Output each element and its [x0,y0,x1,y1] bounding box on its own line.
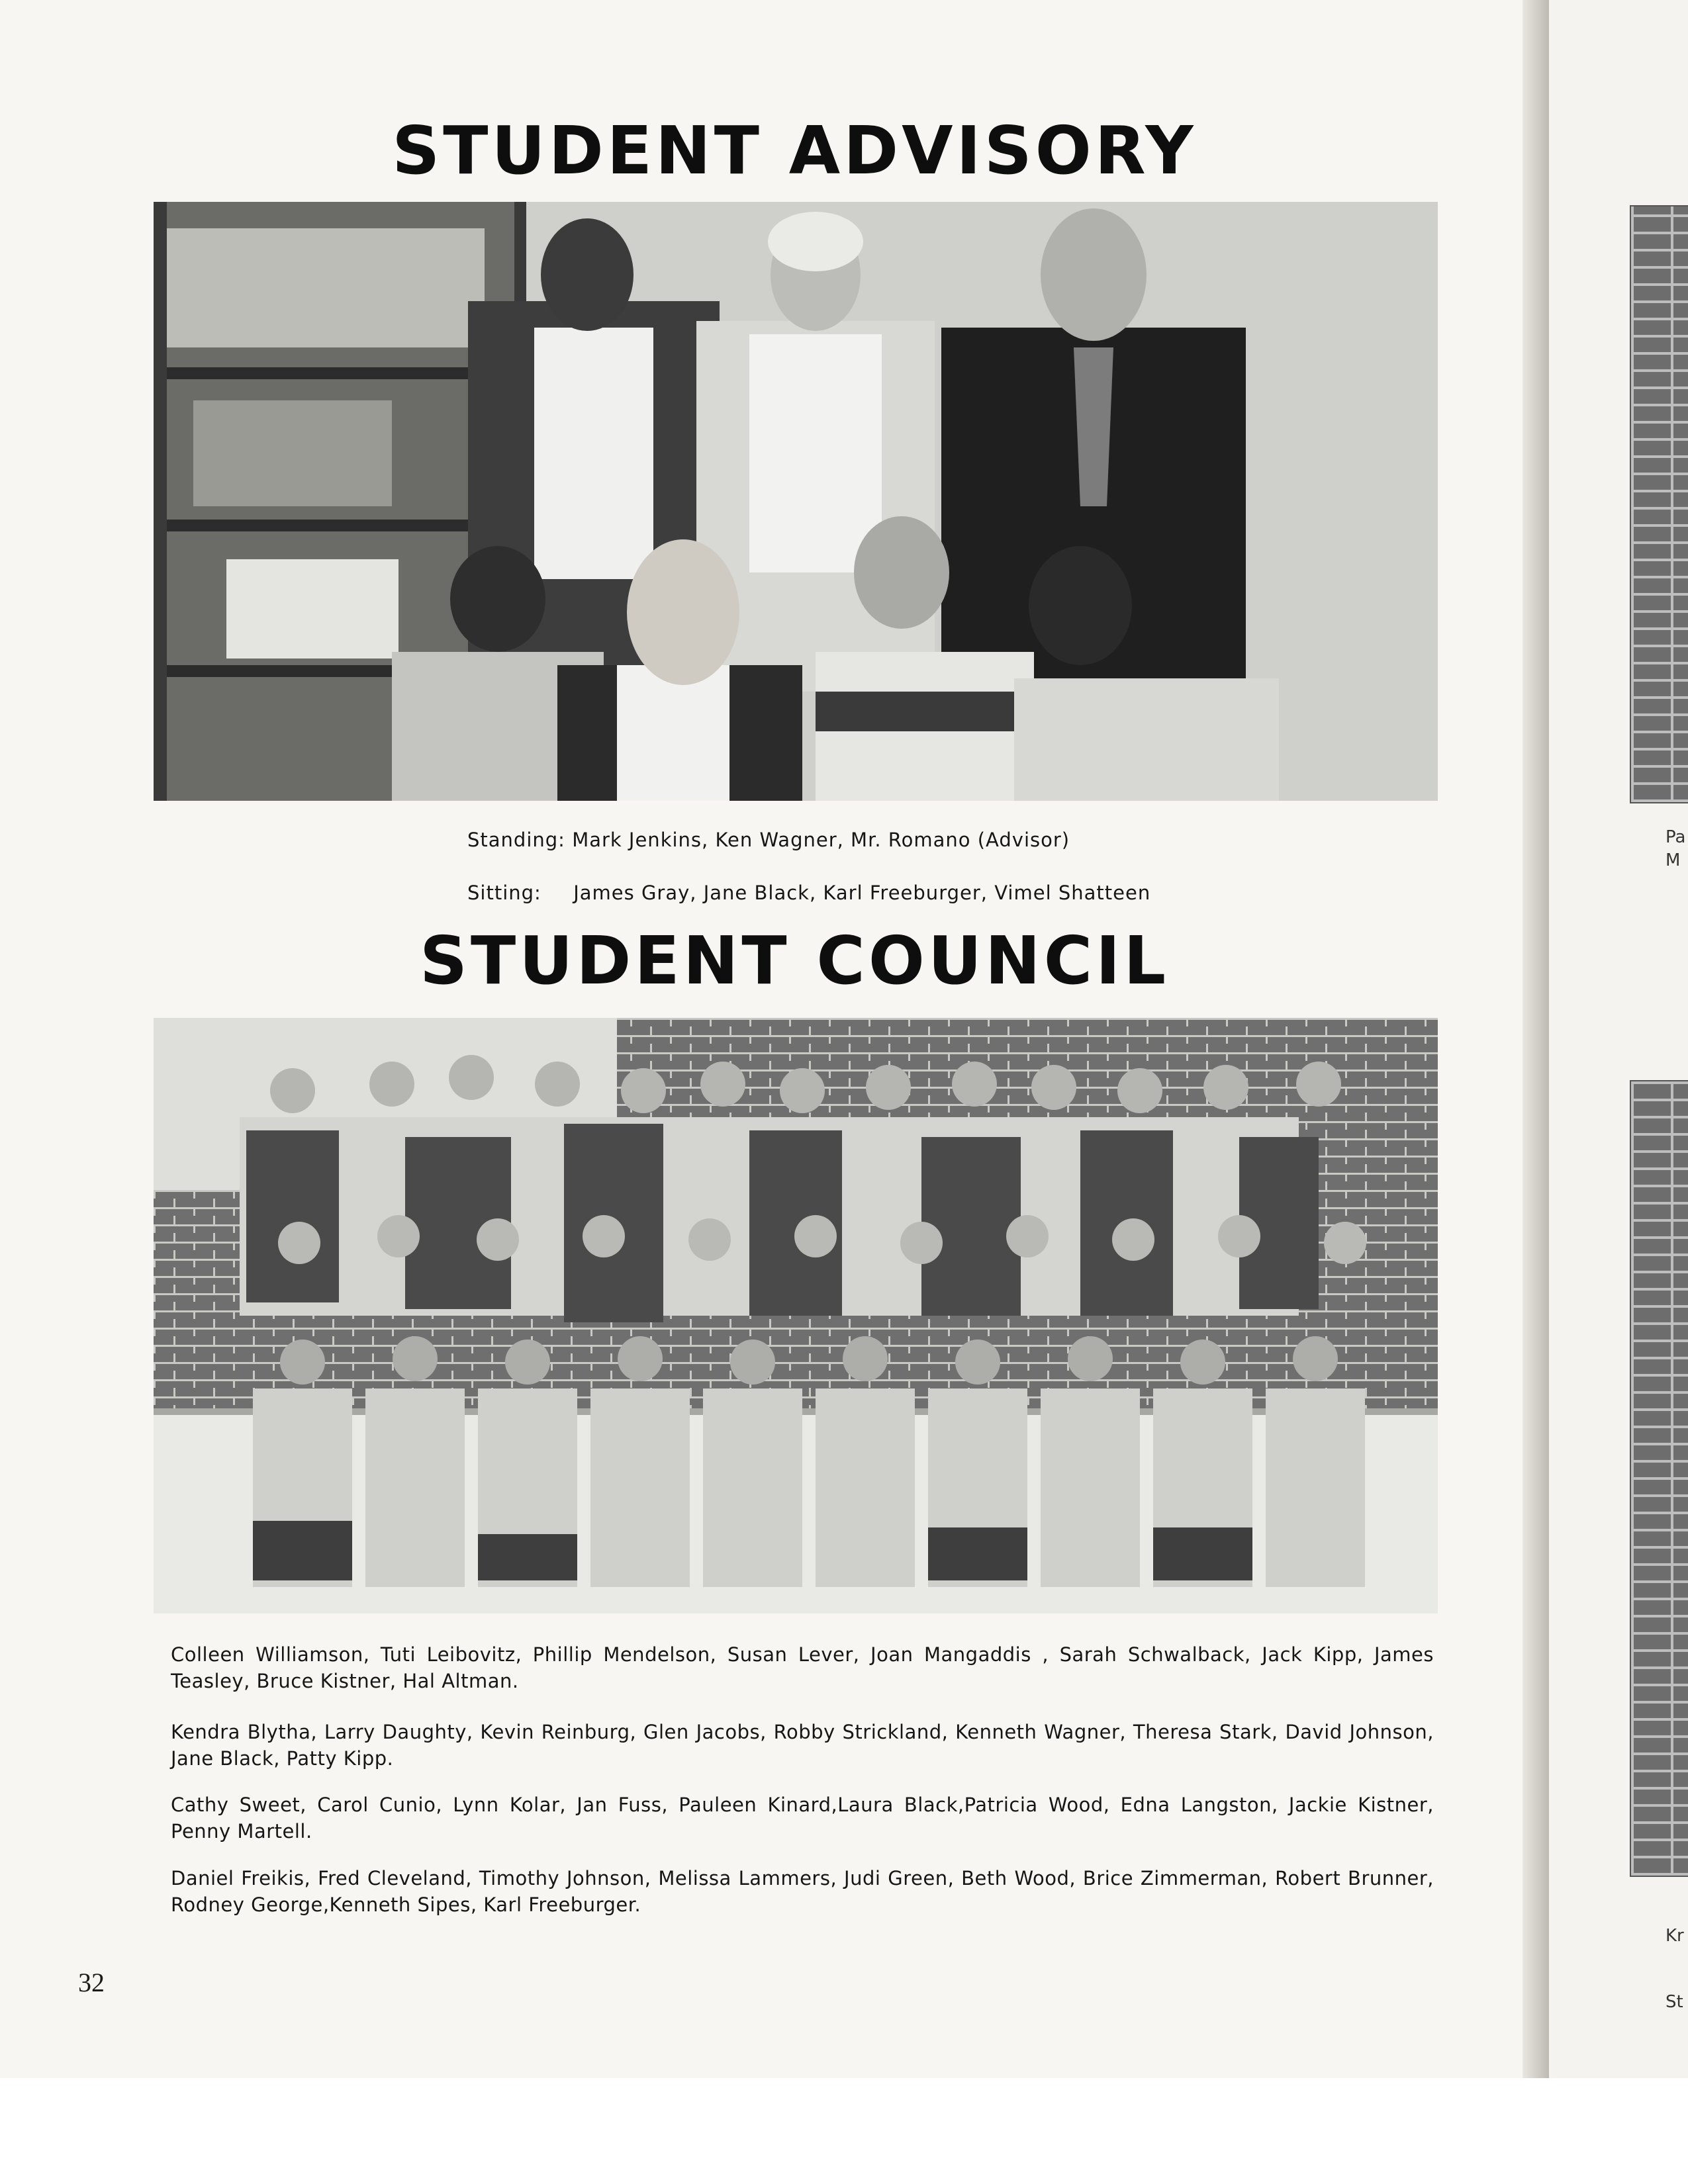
standing-label: Standing: [467,829,565,851]
adjacent-photo-top [1630,205,1688,803]
advisory-standing-caption [467,829,1070,851]
council-photo [154,1018,1438,1614]
adjacent-text-1: Pa [1665,827,1686,847]
advisory-photo [154,202,1438,801]
scan-margin [0,2078,1688,2184]
adjacent-text-2: M [1665,850,1681,870]
adjacent-photo-bottom [1630,1080,1688,1877]
adjacent-text-3: Kr [1665,1926,1684,1946]
sitting-label: Sitting: [467,882,541,904]
council-names-row-3: Cathy Sweet, Carol Cunio, Lynn Kolar, Jan Fuss, Pauleen Kinard,Laura Black,Patricia Wood, Edna Langston, Jackie Kistner, Penny Martell. [171,1794,1434,1843]
page-gutter [1523,0,1549,2078]
council-photo-image [154,1018,1438,1614]
council-names-row-2: Kendra Blytha, Larry Daughty, Kevin Reinburg, Glen Jacobs, Robby Strickland, Kenneth Wagner, Theresa Stark, David Johnson, Jane Black, Patty Kipp. [171,1721,1434,1770]
page-number: 32 [78,1968,105,1997]
adjacent-text-4: St [1665,1992,1683,2012]
advisory-title: STUDENT ADVISORY [392,112,1197,189]
advisory-photo-image [154,202,1438,801]
sitting-names: James Gray, Jane Black, Karl Freeburger, Vimel Shatteen [573,882,1151,904]
standing-names: Mark Jenkins, Ken Wagner, Mr. Romano (Advisor) [572,829,1070,851]
council-names-row-4: Daniel Freikis, Fred Cleveland, Timothy Johnson, Melissa Lammers, Judi Green, Beth Wood, Brice Zimmerman, Robert Brunner, Rodney George,Kenneth Sipes, Karl Freeburger. [171,1867,1434,1916]
council-title: STUDENT COUNCIL [419,922,1170,999]
council-names-row-1: Colleen Williamson, Tuti Leibovitz, Phillip Mendelson, Susan Lever, Joan Mangaddis , Sarah Schwalback, Jack Kipp, James Teasley, Bruce Kistner, Hal Altman. [171,1643,1434,1692]
advisory-sitting-caption [467,882,1150,904]
